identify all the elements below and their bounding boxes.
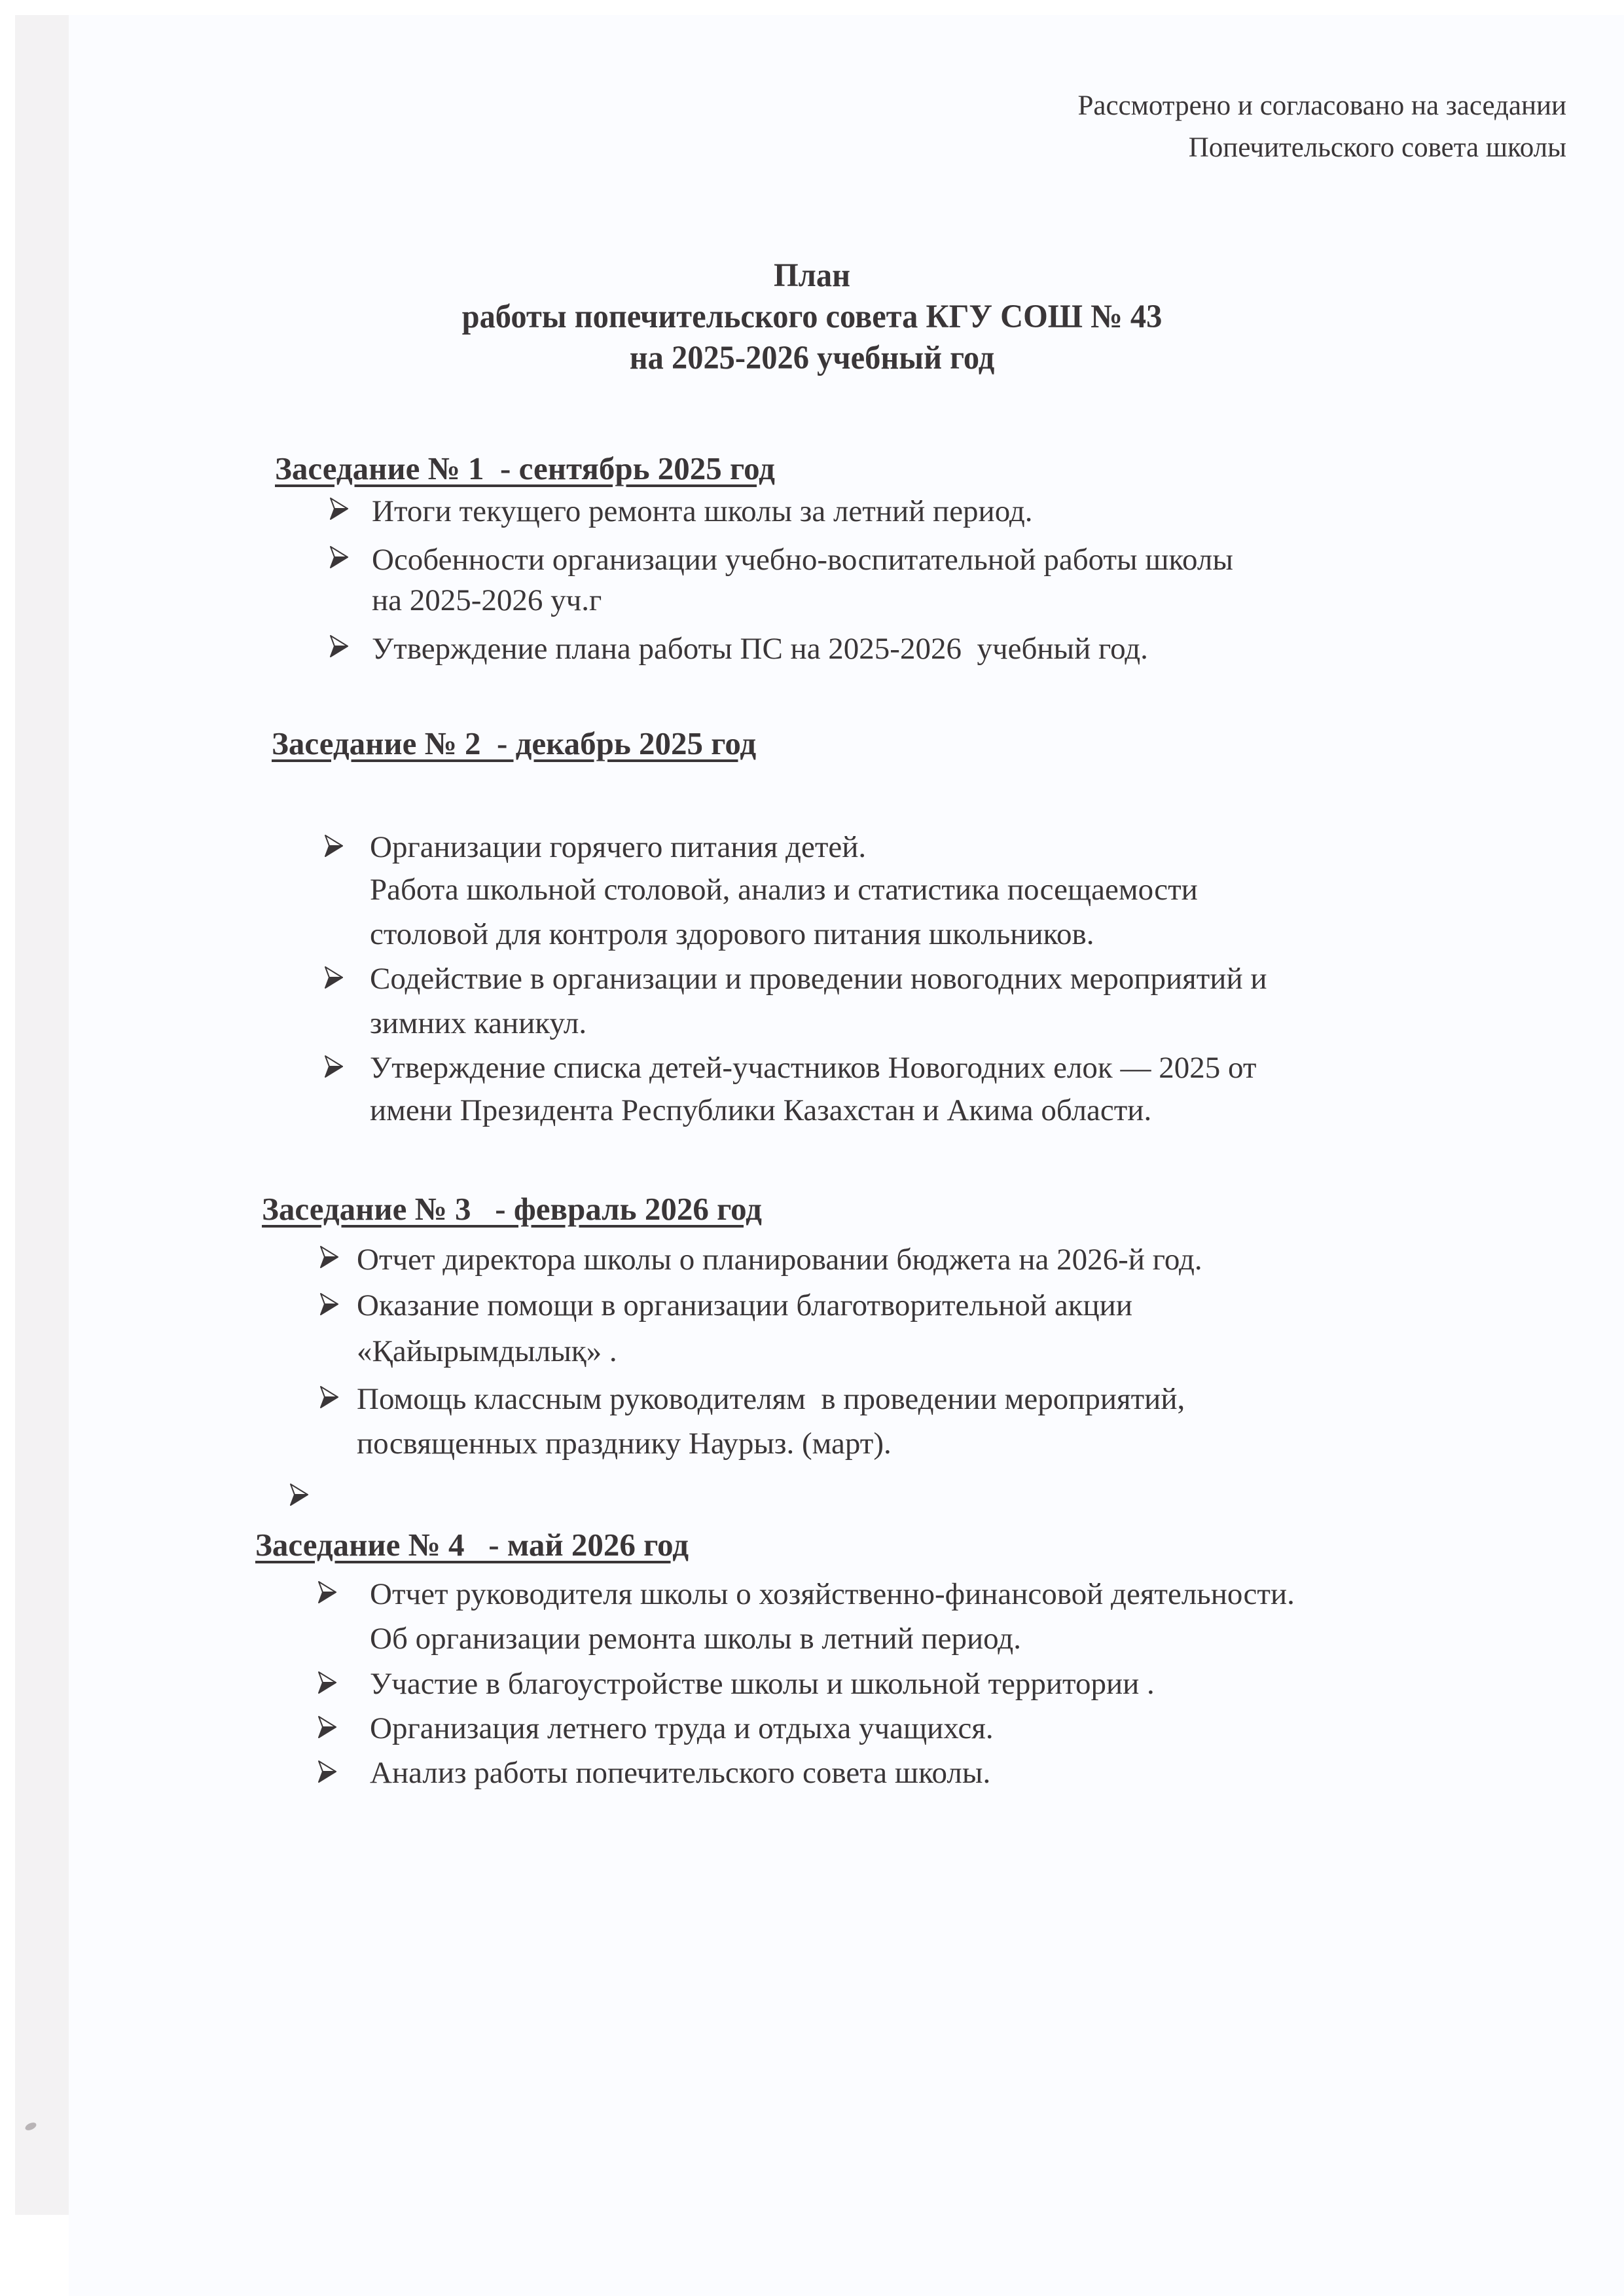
- title-line-3: на 2025-2026 учебный год: [629, 340, 995, 376]
- arrowhead-bullet-icon: [324, 835, 344, 857]
- arrowhead-bullet-icon: [317, 1581, 337, 1603]
- arrowhead-bullet-icon: [324, 1055, 344, 1078]
- document-title: [0, 255, 1624, 379]
- agenda-item-line: зимних каникул.: [370, 1006, 587, 1040]
- agenda-item-line: на 2025-2026 уч.г: [372, 583, 602, 617]
- agenda-item-line: Отчет директора школы о планировании бюджета на 2026-й год.: [357, 1243, 1202, 1277]
- agenda-item-line: имени Президента Республики Казахстан и Акима области.: [370, 1093, 1152, 1127]
- agenda-item-line: Организация летнего труда и отдыха учащихся.: [370, 1711, 994, 1745]
- approval-line-1: Рассмотрено и согласовано на заседании: [1077, 90, 1566, 121]
- meeting-heading: Заседание № 2 - декабрь 2025 год: [272, 725, 757, 761]
- agenda-item-line: Итоги текущего ремонта школы за летний период.: [372, 494, 1033, 528]
- agenda-item-line: столовой для контроля здорового питания школьников.: [370, 917, 1094, 951]
- title-line-2: работы попечительского совета КГУ СОШ № 43: [461, 299, 1163, 335]
- agenda-item-line: Организации горячего питания детей.: [370, 830, 867, 864]
- arrowhead-bullet-icon: [317, 1716, 337, 1738]
- arrowhead-bullet-icon: [324, 966, 344, 989]
- arrowhead-bullet-icon: [317, 1671, 337, 1694]
- arrowhead-bullet-icon: [319, 1293, 339, 1315]
- agenda-item-line: Об организации ремонта школы в летний период.: [370, 1622, 1021, 1656]
- scan-top-margin: [0, 0, 1624, 15]
- agenda-item-line: Утверждение списка детей-участников Новогодних елок — 2025 от: [370, 1051, 1257, 1085]
- arrowhead-bullet-icon: [289, 1484, 309, 1506]
- arrowhead-bullet-icon: [329, 635, 349, 657]
- agenda-item-line: Особенности организации учебно-воспитательной работы школы: [372, 543, 1233, 577]
- agenda-item-line: Содействие в организации и проведении новогодних мероприятий и: [370, 962, 1267, 996]
- approval-line-2: Попечительского совета школы: [1188, 132, 1566, 163]
- agenda-item-line: Работа школьной столовой, анализ и статистика посещаемости: [370, 873, 1198, 907]
- agenda-item-line: Анализ работы попечительского совета школы.: [370, 1756, 991, 1790]
- approval-note: [1077, 85, 1566, 169]
- agenda-item-line: Утверждение плана работы ПС на 2025-2026 учебный год.: [372, 632, 1148, 666]
- meeting-heading: Заседание № 3 - февраль 2026 год: [262, 1191, 762, 1227]
- agenda-item-line: Отчет руководителя школы о хозяйственно-финансовой деятельности.: [370, 1577, 1295, 1611]
- arrowhead-bullet-icon: [319, 1246, 339, 1268]
- agenda-item-line: Участие в благоустройстве школы и школьной территории .: [370, 1667, 1155, 1701]
- agenda-item-line: Оказание помощи в организации благотворительной акции: [357, 1288, 1132, 1322]
- agenda-item-line: «Қайырымдылық» .: [357, 1334, 617, 1368]
- agenda-item-line: Помощь классным руководителям в проведении мероприятий,: [357, 1382, 1185, 1416]
- arrowhead-bullet-icon: [329, 546, 349, 568]
- arrowhead-bullet-icon: [317, 1760, 337, 1783]
- meeting-heading: Заседание № 4 - май 2026 год: [255, 1527, 689, 1563]
- arrowhead-bullet-icon: [319, 1386, 339, 1408]
- meeting-heading: Заседание № 1 - сентябрь 2025 год: [275, 450, 775, 486]
- title-line-1: План: [773, 257, 850, 294]
- agenda-item-line: посвященных празднику Наурыз. (март).: [357, 1427, 892, 1461]
- arrowhead-bullet-icon: [329, 498, 349, 520]
